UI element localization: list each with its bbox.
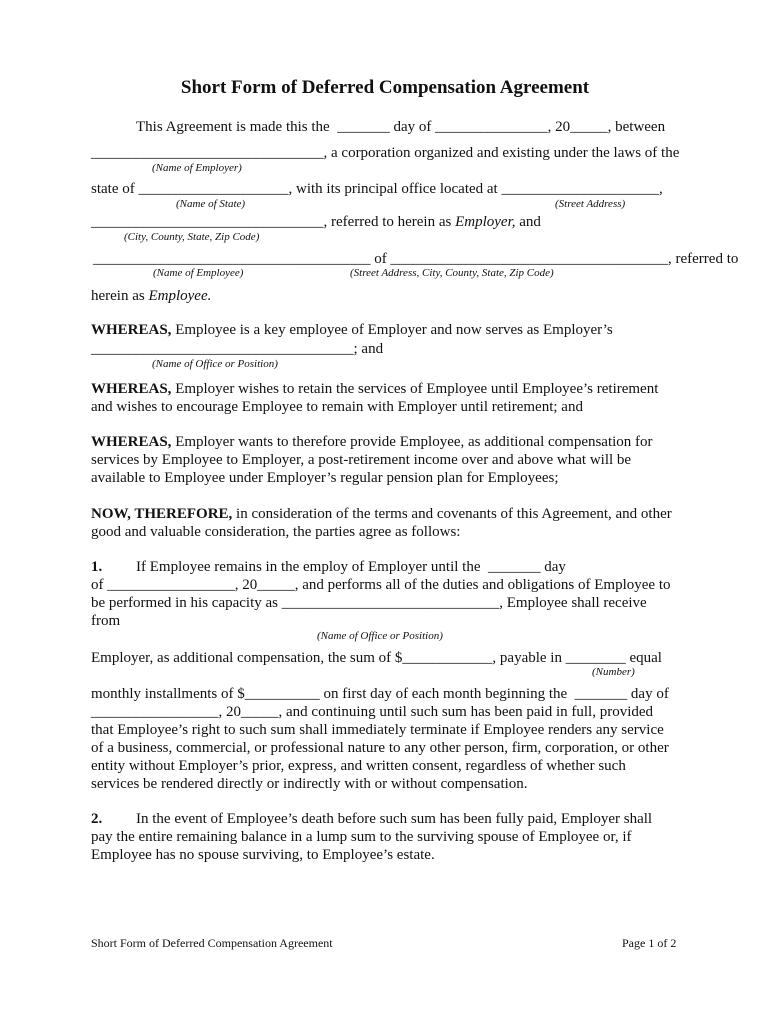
preamble-line-6: herein as Employee. [91, 288, 212, 304]
preamble-line-5: _____________________________________ of _____________________________________, referred to [93, 251, 739, 267]
section-1-line-3: be performed in his capacity as _____________________________, Employee shall receive [91, 595, 647, 611]
section-1-line-2: of _________________, 20_____, and performs all of the duties and obligations of Employee to [91, 577, 671, 593]
whereas-3-line-2: services by Employee to Employer, a post-retirement income over and above what will be [91, 452, 632, 468]
employer-term: Employer, [455, 214, 516, 230]
now-therefore-line-1: NOW, THEREFORE, in consideration of the terms and covenants of this Agreement, and other [91, 506, 672, 522]
label-street-address: (Street Address) [555, 198, 626, 210]
label-city-county-state-zip: (City, County, State, Zip Code) [124, 231, 260, 243]
section-1-line-9: of a business, commercial, or professional nature to any other person, firm, corporation, or other [91, 740, 669, 756]
section-2-line-1: In the event of Employee’s death before such sum has been fully paid, Employer shall [136, 811, 653, 827]
whereas-3-line-3: available to Employee under Employer’s regular pension plan for Employees; [91, 470, 559, 486]
label-number: (Number) [592, 666, 635, 678]
preamble-line-2: _______________________________, a corporation organized and existing under the laws of the [91, 145, 680, 161]
section-1-line-6: monthly installments of $__________ on first day of each month beginning the _______ day of [91, 686, 669, 702]
now-therefore-line-2: good and valuable consideration, the parties agree as follows: [91, 524, 461, 540]
section-1-line-5: Employer, as additional compensation, the sum of $____________, payable in ________ equal [91, 650, 662, 666]
whereas-2-line-1: WHEREAS, Employer wishes to retain the services of Employee until Employee’s retirement [91, 381, 659, 397]
preamble-line-4: _______________________________, referred to herein as Employer, and [91, 214, 541, 230]
employee-term: Employee. [148, 288, 212, 304]
label-name-of-employee: (Name of Employee) [153, 267, 244, 279]
label-name-of-employer: (Name of Employer) [152, 162, 242, 174]
whereas-3-line-1: WHEREAS, Employer wants to therefore provide Employee, as additional compensation for [91, 434, 653, 450]
footer-document-title: Short Form of Deferred Compensation Agreement [91, 936, 333, 950]
section-1-line-1: If Employee remains in the employ of Employer until the _______ day [136, 559, 566, 575]
section-1-line-11: services be rendered directly or indirectly with or without compensation. [91, 776, 528, 792]
preamble-line-1: This Agreement is made this the _______ day of _______________, 20_____, between [136, 119, 666, 135]
whereas-1-line-1: WHEREAS, Employee is a key employee of Employer and now serves as Employer’s [91, 322, 613, 338]
section-1-number: 1. [91, 559, 103, 575]
preamble-line-3: state of ____________________, with its principal office located at _____________________, [91, 181, 663, 197]
whereas-2-line-2: and wishes to encourage Employee to remain with Employer until retirement; and [91, 399, 583, 415]
label-name-of-state: (Name of State) [176, 198, 246, 210]
section-1-line-7: _________________, 20_____, and continuing until such sum has been paid in full, provided [91, 704, 654, 720]
footer-page-number: Page 1 of 2 [622, 936, 677, 950]
label-office-position-1: (Name of Office or Position) [152, 358, 278, 370]
section-1-line-4: from [91, 613, 121, 629]
label-office-position-2: (Name of Office or Position) [317, 630, 443, 642]
label-employee-address: (Street Address, City, County, State, Zip Code) [350, 267, 554, 279]
section-1-line-10: entity without Employer’s prior, express, and written consent, regardless of whether such [91, 758, 626, 774]
section-1-line-8: that Employee’s right to such sum shall immediately terminate if Employee renders any service [91, 722, 664, 738]
document-title: Short Form of Deferred Compensation Agreement [180, 77, 590, 98]
section-2-number: 2. [91, 811, 103, 827]
section-2-line-3: Employee has no spouse surviving, to Employee’s estate. [91, 847, 435, 863]
whereas-1-line-2: ___________________________________; and [91, 341, 384, 357]
section-2-line-2: pay the entire remaining balance in a lump sum to the surviving spouse of Employee or, if [91, 829, 632, 845]
